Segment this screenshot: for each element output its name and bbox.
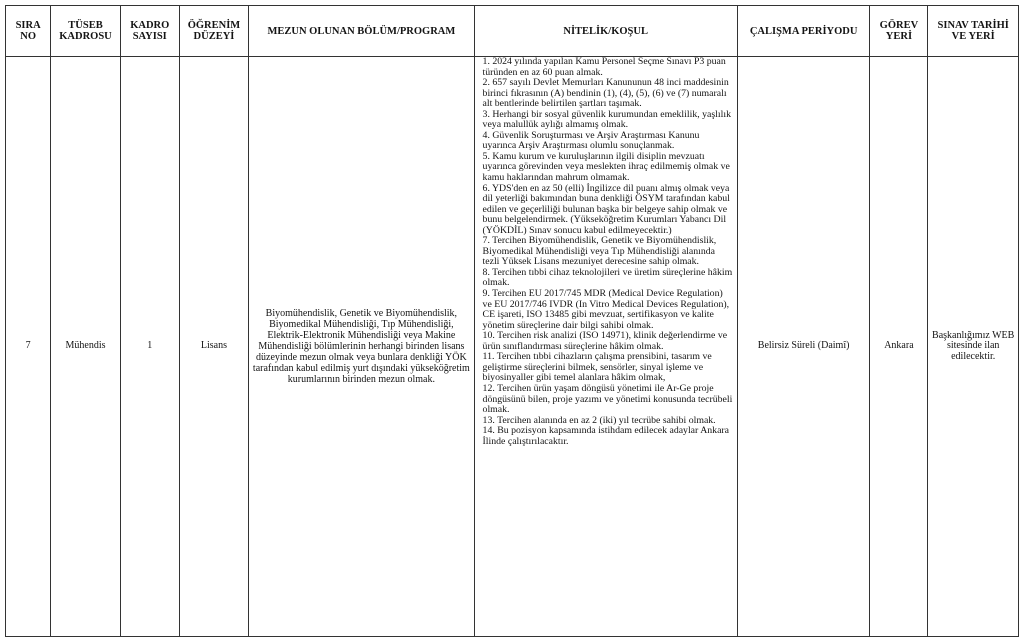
condition-item: 8. Tercihen tıbbi cihaz teknolojileri ve üretim süreçlerine hâkim olmak. [482,266,733,289]
condition-item: 10. Tercihen risk analizi (ISO 14971), klinik değerlendirme ve ürün sınıflandırması süreçlerine hâkim olmak. [482,330,728,352]
header-kadro: TÜSEB KADROSU [51,6,120,57]
condition-item: 6. YDS'den en az 50 (elli) İngilizce dil puanı almış olmak veya dil yeterliği bakımından buna denkliği ÖSYM tarafından kabul edilen ve geçerliliği bulunan başka bir belgeye sahip olmak ve bunu belgelendirmek. (Yükseköğretim Kurumları Yabancı Dil (YÖKDİL) Sınav sonucu kabul edilmeyecektir.) [482,182,730,236]
header-nitelik-kosul: NİTELİK/KOŞUL [474,6,737,57]
cell-sira-no: 7 [6,57,51,637]
condition-item: 1. 2024 yılında yapılan Kamu Personel Seçme Sınavı P3 puan türünden en az 60 puan almak. [482,56,726,78]
header-kadro-sayisi: KADRO SAYISI [120,6,179,57]
position-table [5,5,1019,637]
cell-calisma-periyodu: Belirsiz Süreli (Daimî) [737,57,870,637]
condition-item: 13. Tercihen alanında en az 2 (iki) yıl tecrübe sahibi olmak. [482,414,716,426]
condition-item: 5. Kamu kurum ve kuruluşlarının ilgili disiplin mevzuatı uyarınca görevinden veya meslekten ihraç edilmemiş olmak ve kamu haklarından mahrum olmamak. [482,150,730,184]
condition-item: 14. Bu pozisyon kapsamında istihdam edilecek adaylar Ankara İlinde çalıştırılacaktır. [482,425,730,447]
header-ogrenim-duzeyi: ÖĞRENİM DÜZEYİ [179,6,248,57]
cell-mezun-bolum: Biyomühendislik, Genetik ve Biyomühendislik, Biyomedikal Mühendisliği, Tıp Mühendisliği, Elektrik-Elektronik Mühendisliği veya Makine Mühendisliği bölümlerinin herhangi birinden lisans düzeyinde mezun olmak veya bunlara denkliği YÖK tarafından kabul edilmiş yurt dışındaki yükseköğretim kurumlarının birinden mezun olmak. [249,57,474,637]
condition-item: 12. Tercihen ürün yaşam döngüsü yönetimi ile Ar-Ge proje döngüsünü bilen, proje yazımı ve yönetimi konusunda tecrübeli olmak. [482,382,733,416]
cell-gorev-yeri: Ankara [870,57,928,637]
header-gorev-yeri: GÖREV YERİ [870,6,928,57]
cell-kadro-sayisi: 1 [120,57,179,637]
header-sinav-tarihi: SINAV TARİHİ VE YERİ [928,6,1019,57]
condition-item: 11. Tercihen tıbbi cihazların çalışma prensibini, tasarım ve geliştirme süreçlerini bilmek, sensörler, sinyal işleme ve biyosinyaller gibi temel alanlara hâkim olmak, [482,351,712,384]
cell-sinav-tarihi: Başkanlığımız WEB sitesinde ilan edilecektir. [928,57,1019,637]
header-row [6,6,1019,57]
header-mezun-bolum: MEZUN OLUNAN BÖLÜM/PROGRAM [249,6,474,57]
header-calisma-periyodu: ÇALIŞMA PERİYODU [737,6,870,57]
condition-item: 7. Tercihen Biyomühendislik, Genetik ve Biyomühendislik, Biyomedikal Mühendisliği veya Tıp Mühendisliği alanında tezli Yüksek Lisans mezuniyet derecesine sahip olmak. [482,235,717,268]
condition-item: 4. Güvenlik Soruşturması ve Arşiv Araştırması Kanunu uyarınca Arşiv Araştırması olumlu sonuçlanmak. [482,129,700,152]
cell-kadro: Mühendis [51,57,120,637]
cell-nitelik-kosul [474,57,737,637]
condition-item: 2. 657 sayılı Devlet Memurları Kanununun 48 inci maddesinin birinci fıkrasının (A) bendinin (1), (4), (5), (6) ve (7) numaralı alt bentlerinde belirtilen şartları taşımak. [482,77,729,110]
condition-item: 9. Tercihen EU 2017/745 MDR (Medical Device Regulation) ve EU 2017/746 IVDR (In Vitro Medical Devices Regulation), CE işareti, ISO 13485 gibi mevzuat, sertifikasyon ve kalite yönetim süreçlerine dair bilgi sahibi olmak. [482,288,730,331]
header-sira-no: SIRA NO [6,6,51,57]
table-row [6,57,1019,637]
cell-ogrenim-duzeyi: Lisans [179,57,248,637]
condition-item: 3. Herhangi bir sosyal güvenlik kurumundan emeklilik, yaşlılık veya malullük aylığı almamış olmak. [482,108,731,131]
